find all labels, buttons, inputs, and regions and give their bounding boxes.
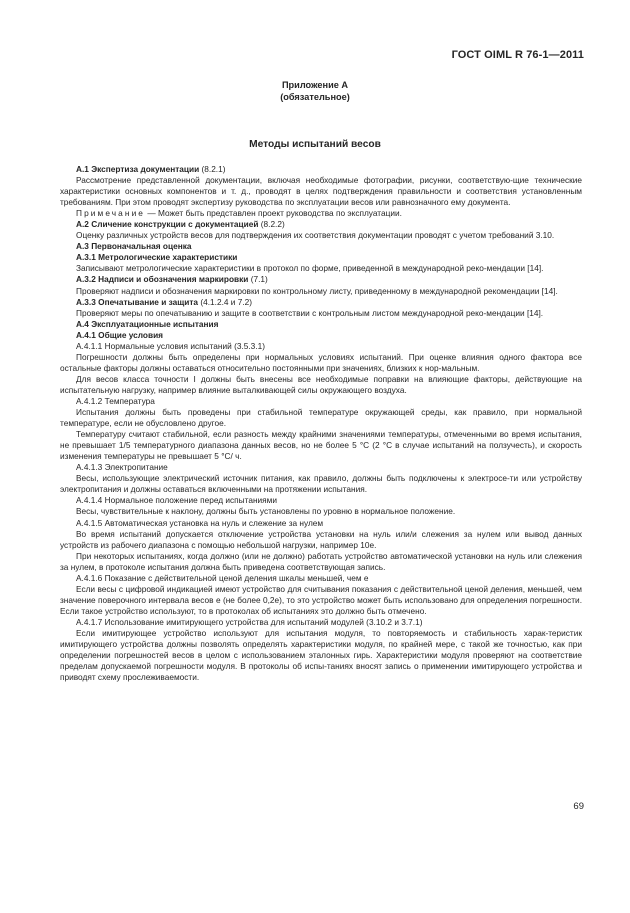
a1-heading: А.1 Экспертиза документации	[76, 164, 200, 174]
a2-heading-line	[60, 219, 582, 230]
a413-heading: А.4.1.3 Электропитание	[76, 462, 168, 473]
note-label: Примечание	[76, 208, 146, 219]
document-body	[60, 164, 582, 683]
a417-paragraph: Если имитирующее устройство используют для испытания модуля, то повторяемость и стабильность харак-теристик имитирующего устройства должны позволять определять характеристики модуля, по крайней мере, с такой же точностью, как при определении погрешностей весов в целом с использованием эталонных гирь. Характеристики модуля проверяют на соответствие пределам допускаемой погрешности модуля. В протоколы об испы-таниях вносят запись о применении имитирующего устройства и приводят схему прослеживаемости.	[60, 627, 582, 683]
a2-ref: (8.2.2)	[258, 219, 285, 230]
page-number: 69	[573, 801, 584, 812]
a416-paragraph: Если весы с цифровой индикацией имеют устройство для считывания показания с действительной ценой деления, меньшей, чем значение поверочного интервала весов е (не более 0,2е), то это устройство может быть использовано для определения погрешности. Если такое устройство используют, то в протоколах об испытаниях это должно быть отмечено.	[60, 583, 582, 616]
a413-paragraph: Весы, использующие электрический источник питания, как правило, должны быть подключены к электросе-ти или устройству электропитания и должны оставаться включенными на протяжении испытания.	[60, 473, 582, 495]
standard-designation: ГОСТ OIML R 76-1—2011	[451, 49, 584, 61]
a414-heading: А.4.1.4 Нормальное положение перед испытаниями	[76, 495, 278, 506]
a1-note	[60, 208, 582, 219]
a414-paragraph: Весы, чувствительные к наклону, должны быть установлены по уровню в нормальное положение.	[76, 506, 456, 517]
a411-paragraph-1: Погрешности должны быть определены при нормальных условиях испытаний. При оценке влияния одного фактора все остальные факторы должны оставаться относительно постоянными при значениях, близких к нор-мальным.	[60, 351, 582, 373]
a415-heading: А.4.1.5 Автоматическая установка на нуль и слежение за нулем	[76, 517, 324, 528]
a41-heading: А.4.1 Общие условия	[76, 329, 164, 340]
a32-heading: А.3.2 Надписи и обозначения маркировки	[76, 274, 249, 285]
a416-heading: А.4.1.6 Показание с действительной ценой деления шкалы меньшей, чем е	[76, 572, 369, 583]
annex-title: Приложение А	[281, 80, 349, 90]
a411-paragraph-2: Для весов класса точности I должны быть внесены все необходимые поправки на влияющие факторы, действующие на испытательную нагрузку, например влияние выталкивающей силы окружающего воздуха.	[60, 373, 582, 395]
a33-ref: (4.1.2.4 и 7.2)	[198, 296, 253, 307]
a412-paragraph-2: Температуру считают стабильной, если разность между крайними значениями температуры, отмеченными во время испытания, не превышает 1/5 температурного диапазона данных весов, но не более 5 °С (2 °С в случае испытаний на ползучесть), и скорость изменения температуры не превышает 5 °С/ ч.	[60, 429, 582, 462]
a3-heading: А.3 Первоначальная оценка	[76, 241, 192, 252]
a417-heading: А.4.1.7 Использование имитирующего устройства для испытаний модулей (3.10.2 и 3.7.1)	[76, 616, 423, 627]
a4-heading: А.4 Эксплуатационные испытания	[76, 318, 219, 329]
a33-heading: А.3.3 Опечатывание и защита	[76, 296, 199, 307]
a1-heading-line	[60, 164, 582, 175]
note-text: — Может быть представлен проект руководства по эксплуатации.	[145, 208, 402, 219]
a1-ref: (8.2.1)	[199, 164, 226, 174]
a412-paragraph-1: Испытания должны быть проведены при стабильной температуре окружающей среды, как правило, при нормальной температуре, если не обусловлено другое.	[60, 407, 582, 429]
a411-heading: А.4.1.1 Нормальные условия испытаний (3.5.3.1)	[76, 340, 265, 351]
a33-paragraph: Проверяют меры по опечатыванию и защите в соответствии с контрольным листом международной реко-мендации [14].	[76, 307, 544, 318]
a1-paragraph: Рассмотрение представленной документации, включая необходимые фотографии, рисунки, соответствую-щие технические характеристики основных компонентов и т. д., проводят в целях подтверждения правильности и соответствия установленным требованиям. При этом проводят экспертизу руководства по эксплуатации весов или равнозначного ему документа.	[60, 175, 582, 208]
annex-status: (обязательное)	[280, 92, 350, 102]
a2-paragraph: Оценку различных устройств весов для подтверждения их соответствия документации проводят с учетом требований 3.10.	[76, 230, 555, 241]
a31-paragraph: Записывают метрологические характеристики в протокол по форме, приведенной в международной реко-мендации [14].	[76, 263, 544, 274]
a33-heading-line	[60, 297, 582, 308]
a2-heading: А.2 Сличение конструкции с документацией	[76, 219, 259, 230]
a32-heading-line	[60, 274, 582, 285]
a415-paragraph-2: При некоторых испытаниях, когда должно (или не должно) работать устройство автоматической установки на нуль или слежения за нулем, в протоколе испытания должна быть приведена соответствующая запись.	[60, 550, 582, 572]
section-title: Методы испытаний весов	[249, 139, 381, 150]
a32-ref: (7.1)	[248, 274, 268, 285]
a415-paragraph-1: Во время испытаний допускается отключение устройства установки на нуль или/и слежения за нулем или вывод данных устройств из рабочего диапазона с помощью небольшой нагрузки, например 10e.	[60, 528, 582, 550]
a32-paragraph: Проверяют надписи и обозначения маркировки по контрольному листу, приведенному в международной рекомендации [14].	[76, 285, 558, 296]
a31-heading: А.3.1 Метрологические характеристики	[76, 252, 238, 263]
a412-heading: А.4.1.2 Температура	[76, 395, 155, 406]
